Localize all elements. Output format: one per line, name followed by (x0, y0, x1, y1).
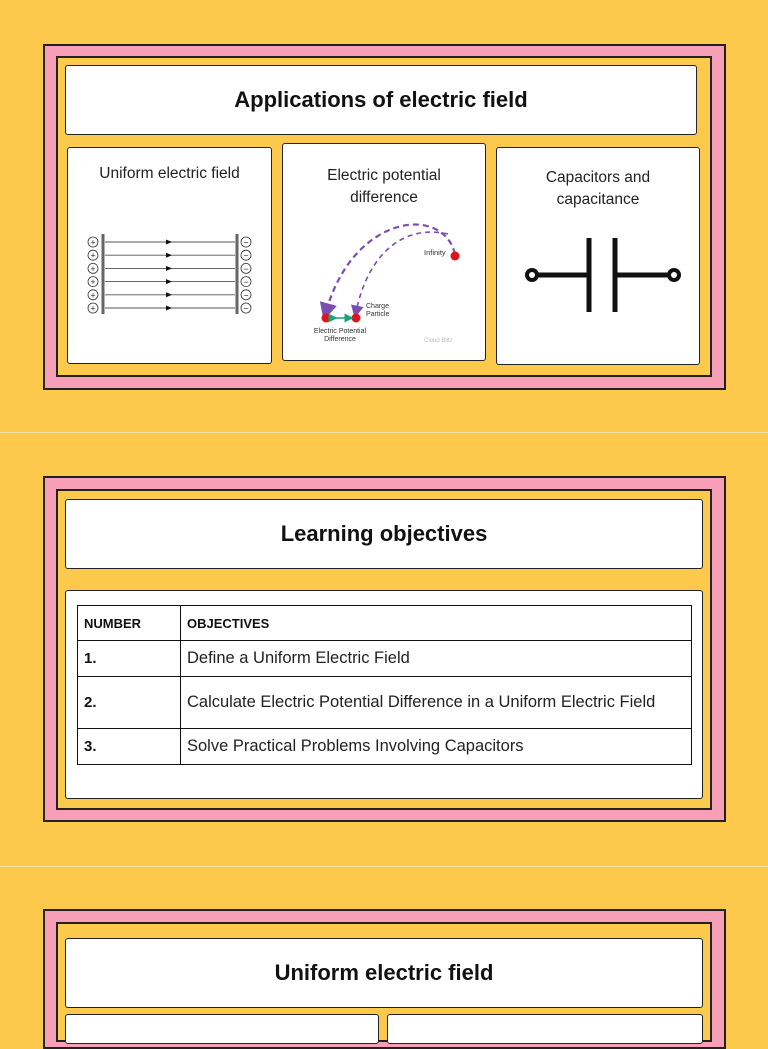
row-objective: Calculate Electric Potential Difference in a Uniform Electric Field (181, 677, 692, 729)
infinity-dot (451, 252, 460, 261)
minus-charge-icon-glyph: − (243, 277, 249, 288)
charge-particle-dot (352, 314, 361, 323)
row-number: 1. (78, 641, 181, 677)
card-potential-difference (282, 143, 486, 361)
minus-charge-icon-glyph: − (243, 290, 249, 301)
plus-charge-icon-glyph: + (90, 277, 96, 288)
charge-particle-label: Charge Particle (366, 303, 390, 318)
watermark: Cloud Blitz (424, 338, 453, 344)
field-arrow-icon (166, 240, 172, 245)
slide-3-card-right (387, 1014, 703, 1044)
minus-charge-icon-glyph: − (243, 263, 249, 274)
table-header-row (78, 606, 692, 641)
header-number: NUMBER (78, 606, 181, 641)
card-potential-difference-title: Electric potential difference (327, 167, 441, 206)
field-arrow-icon (166, 279, 172, 284)
row-objective: Define a Uniform Electric Field (181, 641, 692, 677)
slide-separator-2 (0, 866, 768, 867)
field-arrow-icon (166, 253, 172, 258)
row-number: 2. (78, 677, 181, 729)
minus-charge-icon-glyph: − (243, 237, 249, 248)
plus-charge-icon-glyph: + (90, 290, 96, 301)
card-capacitors (496, 147, 700, 365)
path-arrow-inner (356, 232, 448, 312)
slide-2-title: Learning objectives (65, 499, 703, 569)
table-row (78, 729, 692, 765)
slide-3-title: Uniform electric field (65, 938, 703, 1008)
card-capacitors-title: Capacitors and capacitance (545, 169, 651, 208)
uniform-field-diagram (68, 148, 273, 365)
plus-charge-icon-glyph: + (90, 263, 96, 274)
plus-charge-icon-glyph: + (90, 303, 96, 314)
table-row (78, 641, 692, 677)
field-lines (88, 237, 251, 314)
field-arrow-icon (166, 306, 172, 311)
minus-charge-icon-glyph: − (243, 303, 249, 314)
field-arrow-icon (166, 292, 172, 297)
slide-3-card-left (65, 1014, 379, 1044)
field-arrow-icon (166, 266, 172, 271)
row-objective: Solve Practical Problems Involving Capacitors (181, 729, 692, 765)
minus-charge-icon-glyph: − (243, 250, 249, 261)
card-uniform-field-title: Uniform electric field (99, 165, 240, 182)
plus-charge-icon-glyph: + (90, 237, 96, 248)
card-uniform-field (67, 147, 272, 364)
table-row (78, 677, 692, 729)
row-number: 3. (78, 729, 181, 765)
slide-separator-1 (0, 432, 768, 433)
header-objectives: OBJECTIVES (181, 606, 692, 641)
plus-charge-icon-glyph: + (90, 250, 96, 261)
slide-1-title: Applications of electric field (65, 65, 697, 135)
capacitor-symbol-icon (497, 148, 701, 366)
potential-difference-diagram (283, 144, 487, 362)
objectives-table (77, 605, 692, 765)
path-arrow-outer (326, 225, 455, 312)
epd-dot-left (322, 314, 331, 323)
epd-label: Electric Potential Difference (313, 328, 367, 343)
infinity-label: Infinity (424, 248, 446, 257)
